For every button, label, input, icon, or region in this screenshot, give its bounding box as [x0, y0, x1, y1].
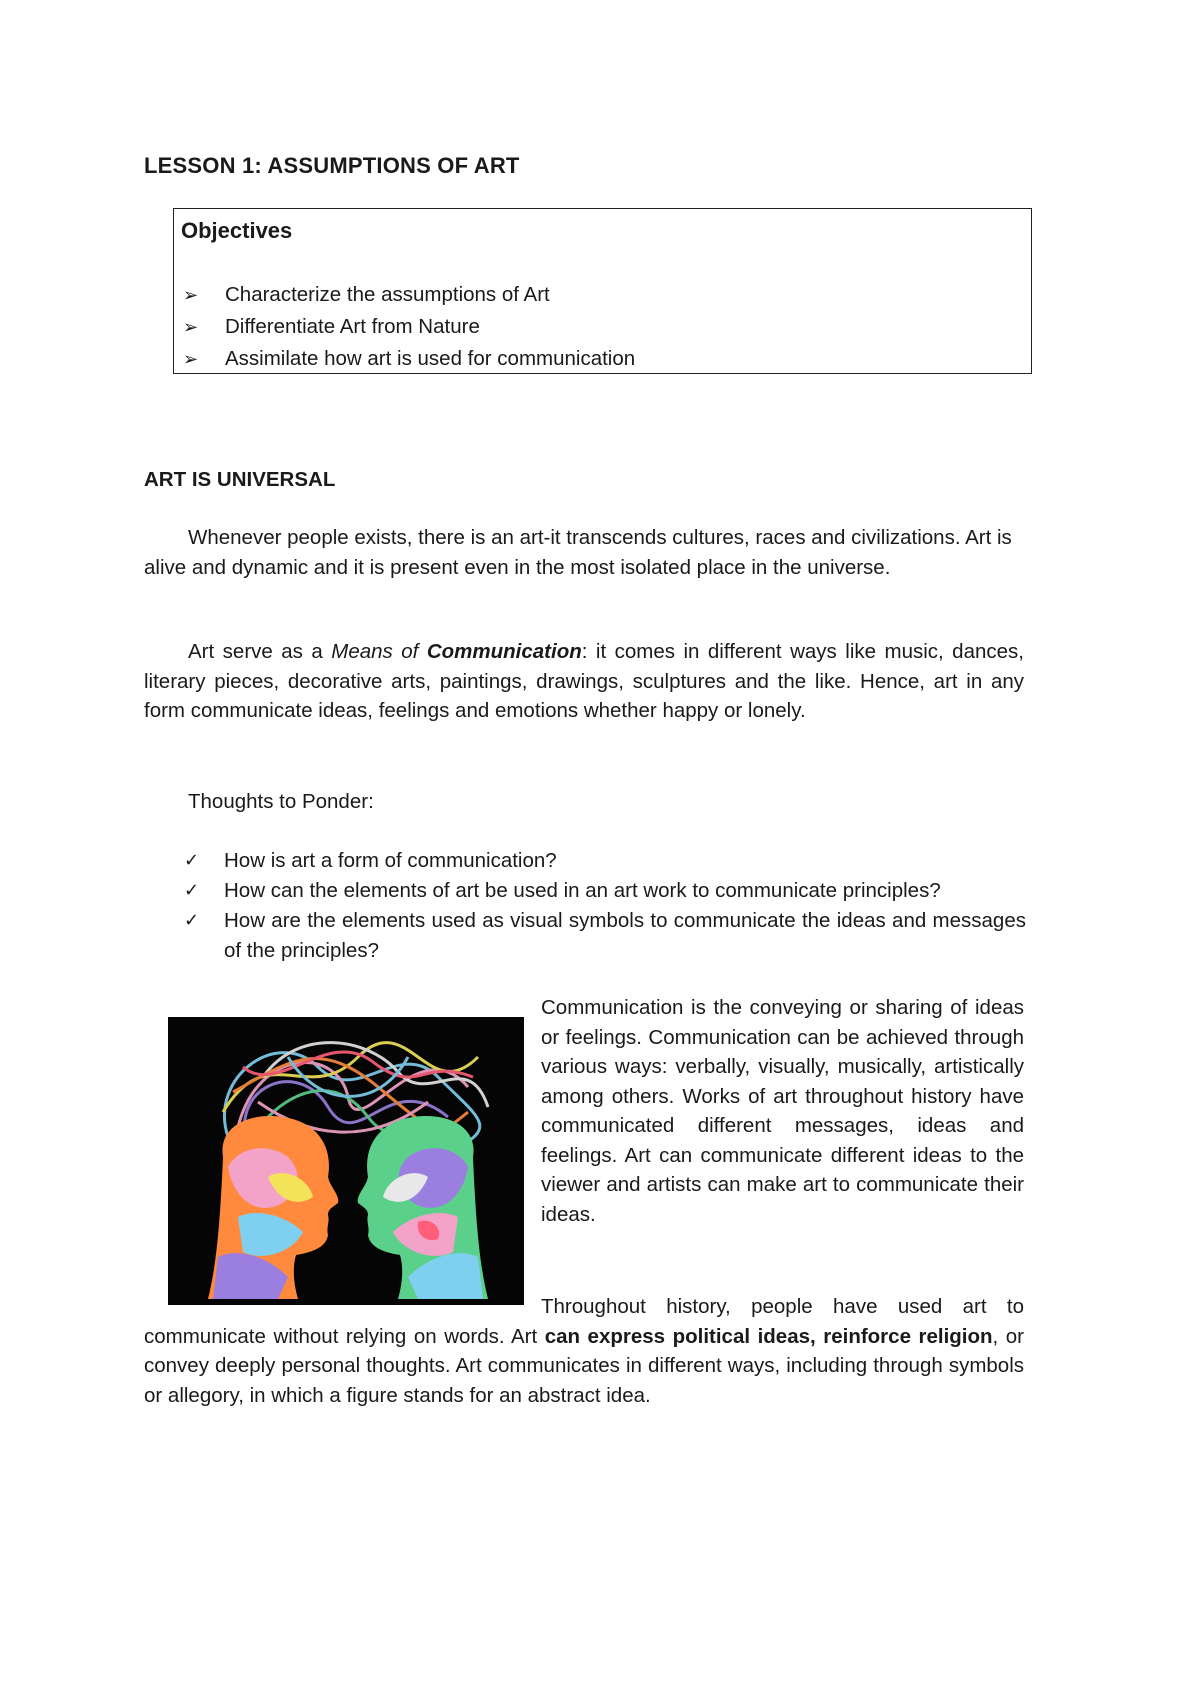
means-of-text: Means of [331, 640, 427, 663]
paragraph-art-history [144, 1292, 1024, 1410]
objective-item [183, 315, 480, 339]
ponder-text: How is art a form of communication? [224, 849, 557, 872]
ponder-text: How can the elements of art be used in an art work to communicate principles? [224, 879, 941, 902]
thoughts-to-ponder-label: Thoughts to Ponder: [188, 790, 374, 813]
checkmark-icon: ✓ [184, 850, 200, 870]
artwork-image [168, 1017, 524, 1305]
objective-text: Assimilate how art is used for communication [225, 347, 636, 370]
section-title: ART IS UNIVERSAL [144, 468, 336, 491]
objective-item [183, 347, 635, 371]
lesson-title: LESSON 1: ASSUMPTIONS OF ART [144, 153, 520, 178]
paragraph-art-universal: Whenever people exists, there is an art-it transcends cultures, races and civilizations. Art is alive and dynamic and it is present even in the most isolated place in the universe. [144, 526, 1012, 579]
arrow-bullet-icon: ➢ [183, 317, 199, 337]
paragraph-communication-definition: Communication is the conveying or sharing of ideas or feelings. Communication can be achieved through various ways: verbally, visually, musically, artistically among others. Works of art throughout history have communicated different messages, ideas and feelings. Art can communicate different ideas to the viewer and artists can make art to communicate their ideas. [541, 996, 1024, 1226]
ponder-item [184, 906, 1026, 965]
paragraph-communication-means [144, 637, 1024, 726]
paragraph-rest: : it comes in different ways like music, dances, literary pieces, decorative arts, paintings, drawings, sculptures and the like. Hence, art in any form communicate ideas, feelings and emotions whether happy or lonely. [144, 640, 1024, 722]
objective-item [183, 283, 550, 307]
history-lead: Throughout history, people have used art to communicate without relying on words. Art [144, 1295, 1024, 1348]
paragraph-lead: Art serve as a [188, 640, 332, 663]
arrow-bullet-icon: ➢ [183, 285, 199, 305]
arrow-bullet-icon: ➢ [183, 349, 199, 369]
ponder-text: How are the elements used as visual symbols to communicate the ideas and messages of the principles? [224, 909, 1026, 962]
checkmark-icon: ✓ [184, 880, 200, 900]
communication-emphasis: Communication [426, 640, 582, 663]
objective-text: Characterize the assumptions of Art [225, 283, 550, 306]
two-heads-painting-icon [168, 1017, 524, 1305]
history-bold: can express political ideas, reinforce religion [544, 1324, 993, 1348]
objectives-heading: Objectives [181, 218, 293, 243]
checkmark-icon: ✓ [184, 910, 200, 930]
ponder-item [184, 876, 1026, 906]
objective-text: Differentiate Art from Nature [225, 315, 480, 338]
ponder-item [184, 846, 1026, 876]
history-rest: , or convey deeply personal thoughts. Art communicates in different ways, including through symbols or allegory, in which a figure stands for an abstract idea. [144, 1324, 1025, 1407]
